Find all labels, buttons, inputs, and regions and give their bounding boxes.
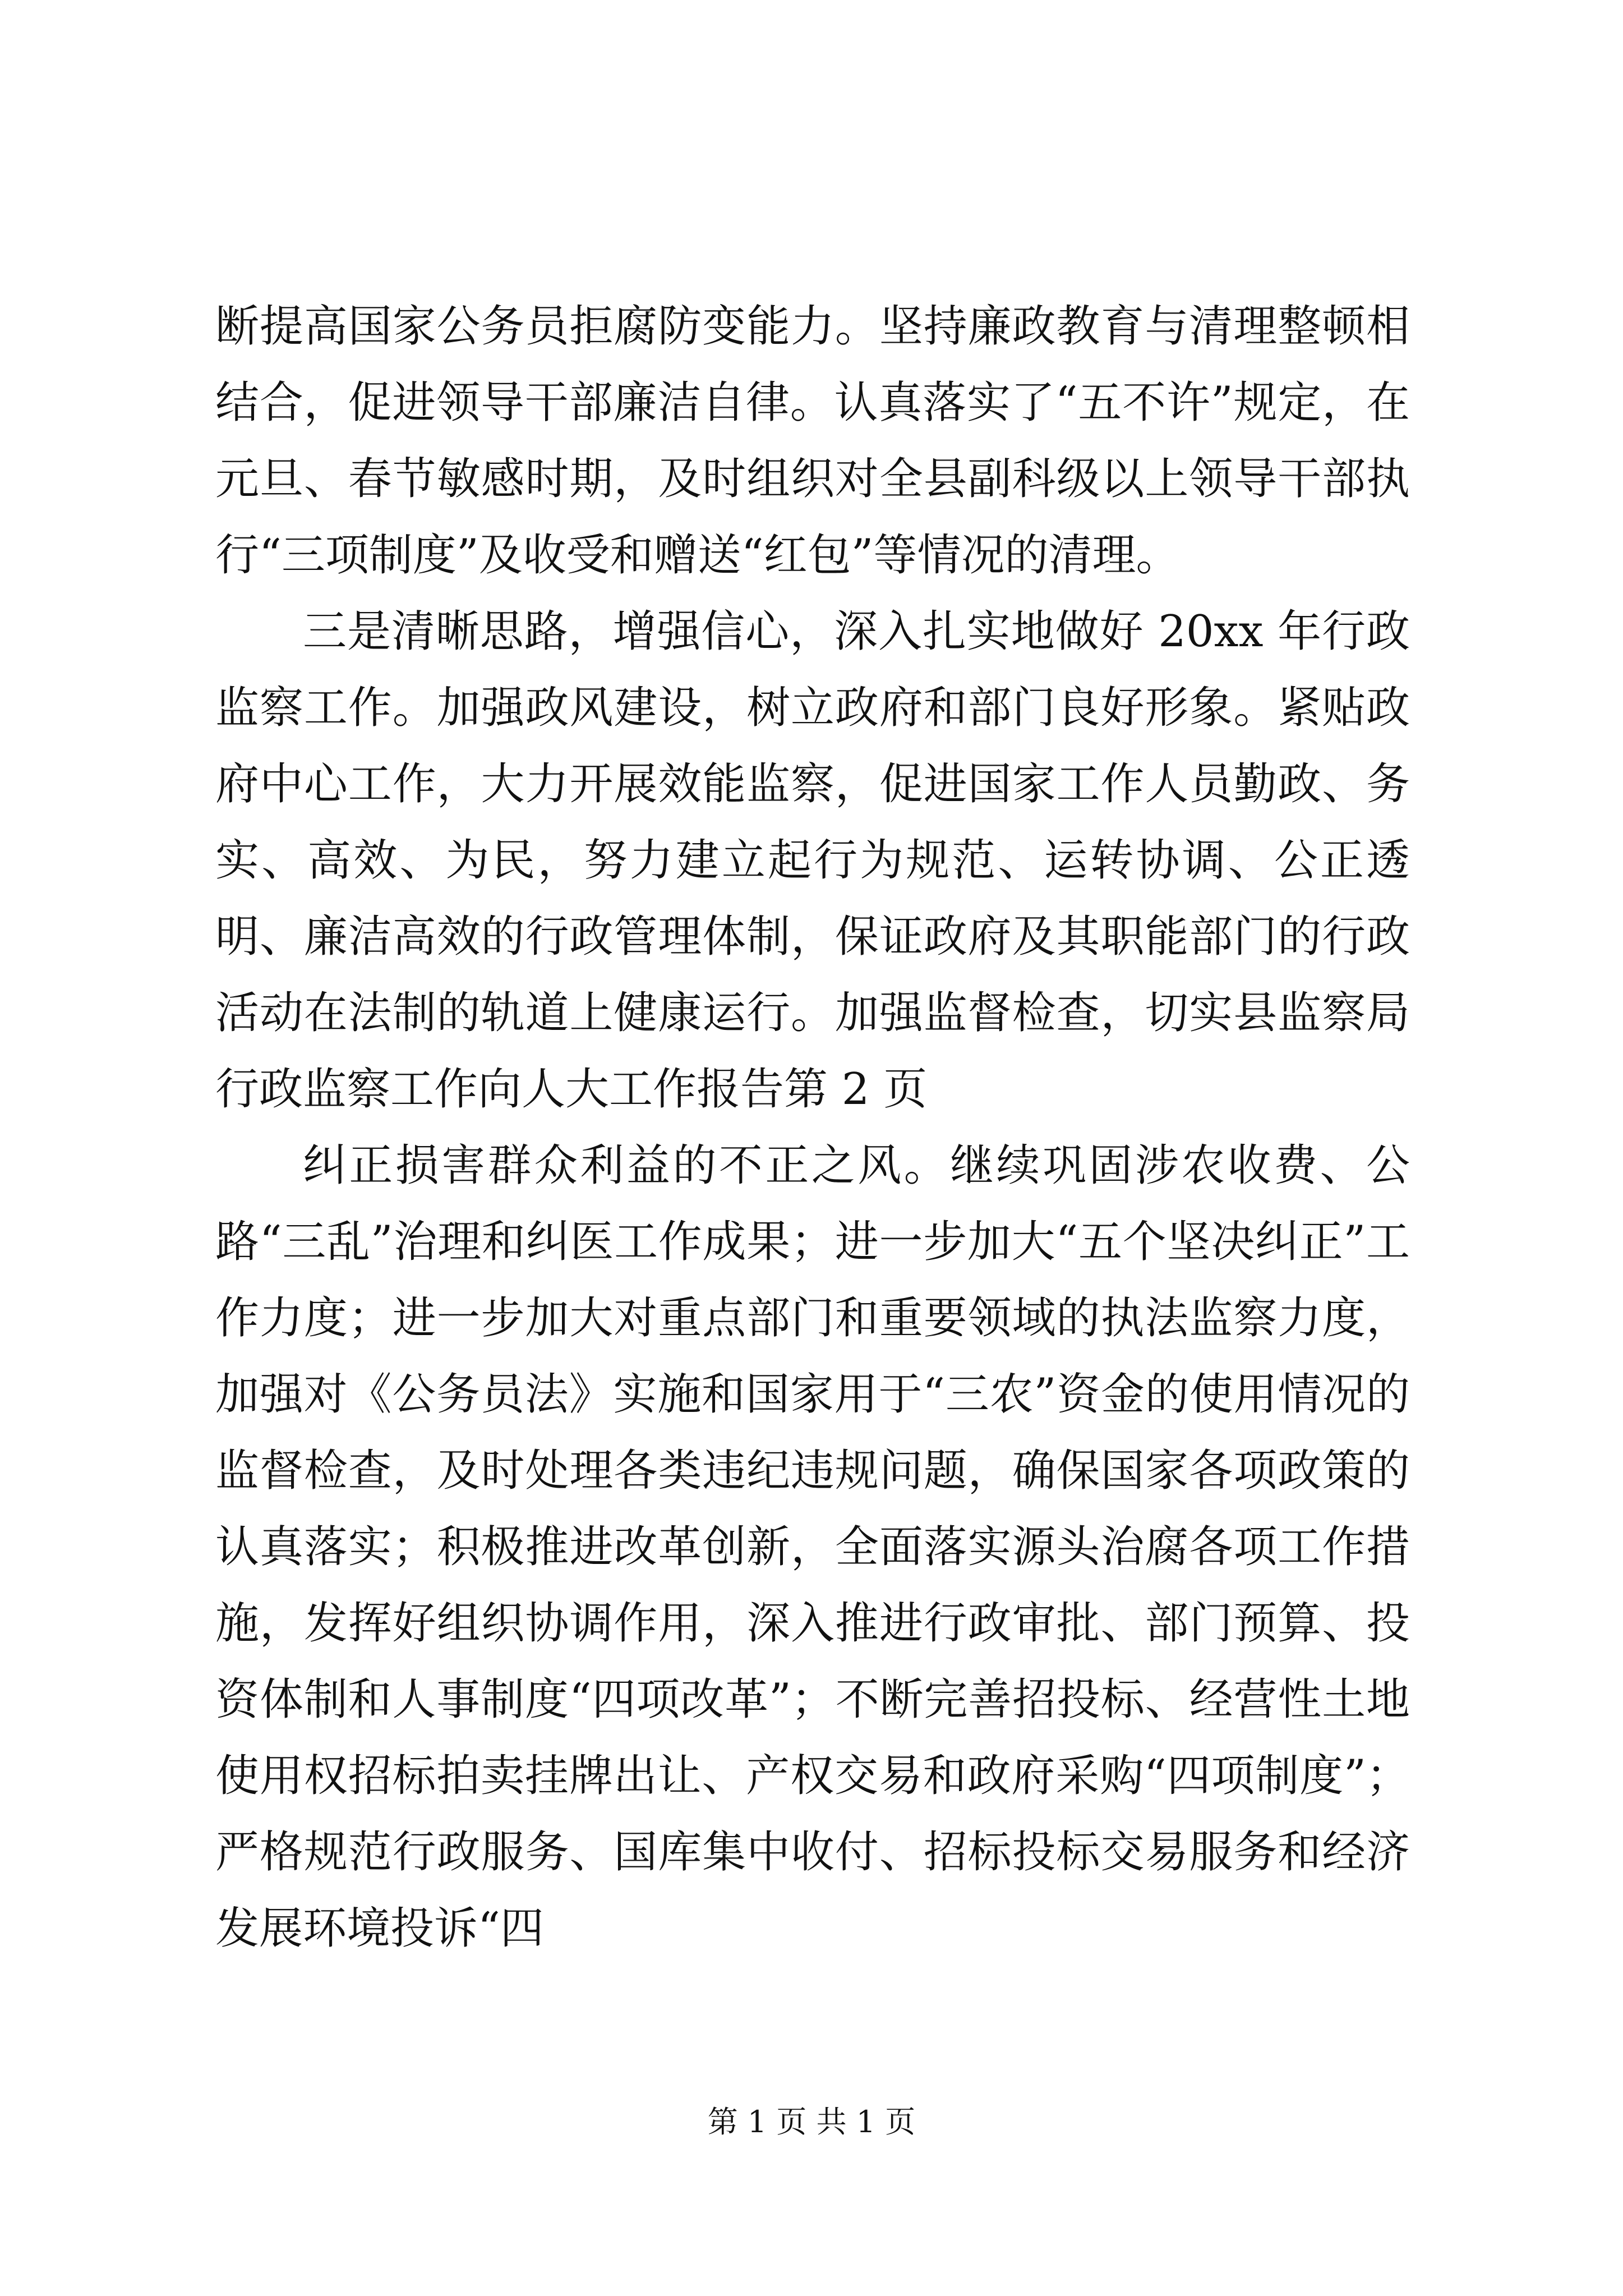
- paragraph-2: 三是清晰思路，增强信心，深入扎实地做好 20xx 年行政监察工作。加强政风建设，树立政府和部门良好形象。紧贴政府中心工作，大力开展效能监察，促进国家工作人员勤政、务实、高效、为民，努力建立起行为规范、运转协调、公正透明、廉洁高效的行政管理体制，保证政府及其职能部门的行政活动在法制的轨道上健康运行。加强监督检查，切实县监察局行政监察工作向人大工作报告第 2 页: [215, 606, 1410, 1115]
- page-footer: 第 1 页 共 1 页: [707, 2104, 916, 2139]
- paragraph-1: 断提高国家公务员拒腐防变能力。坚持廉政教育与清理整顿相结合，促进领导干部廉洁自律。认真落实了“五不许”规定，在元旦、春节敏感时期，及时组织对全县副科级以上领导干部执行“三项制度”及收受和赠送“红包”等情况的清理。: [215, 301, 1410, 581]
- paragraph-3: 纠正损害群众利益的不正之风。继续巩固涉农收费、公路“三乱”治理和纠医工作成果；进一步加大“五个坚决纠正”工作力度；进一步加大对重点部门和重要领域的执法监察力度，加强对《公务员法》实施和国家用于“三农”资金的使用情况的监督检查，及时处理各类违纪违规问题，确保国家各项政策的认真落实；积极推进改革创新，全面落实源头治腐各项工作措施，发挥好组织协调作用，深入推进行政审批、部门预算、投资体制和人事制度“四项改革”；不断完善招投标、经营性土地使用权招标拍卖挂牌出让、产权交易和政府采购“四项制度”；严格规范行政服务、国库集中收付、招标投标交易服务和经济发展环境投诉“四: [215, 1140, 1410, 1954]
- document-body: [215, 288, 1410, 1967]
